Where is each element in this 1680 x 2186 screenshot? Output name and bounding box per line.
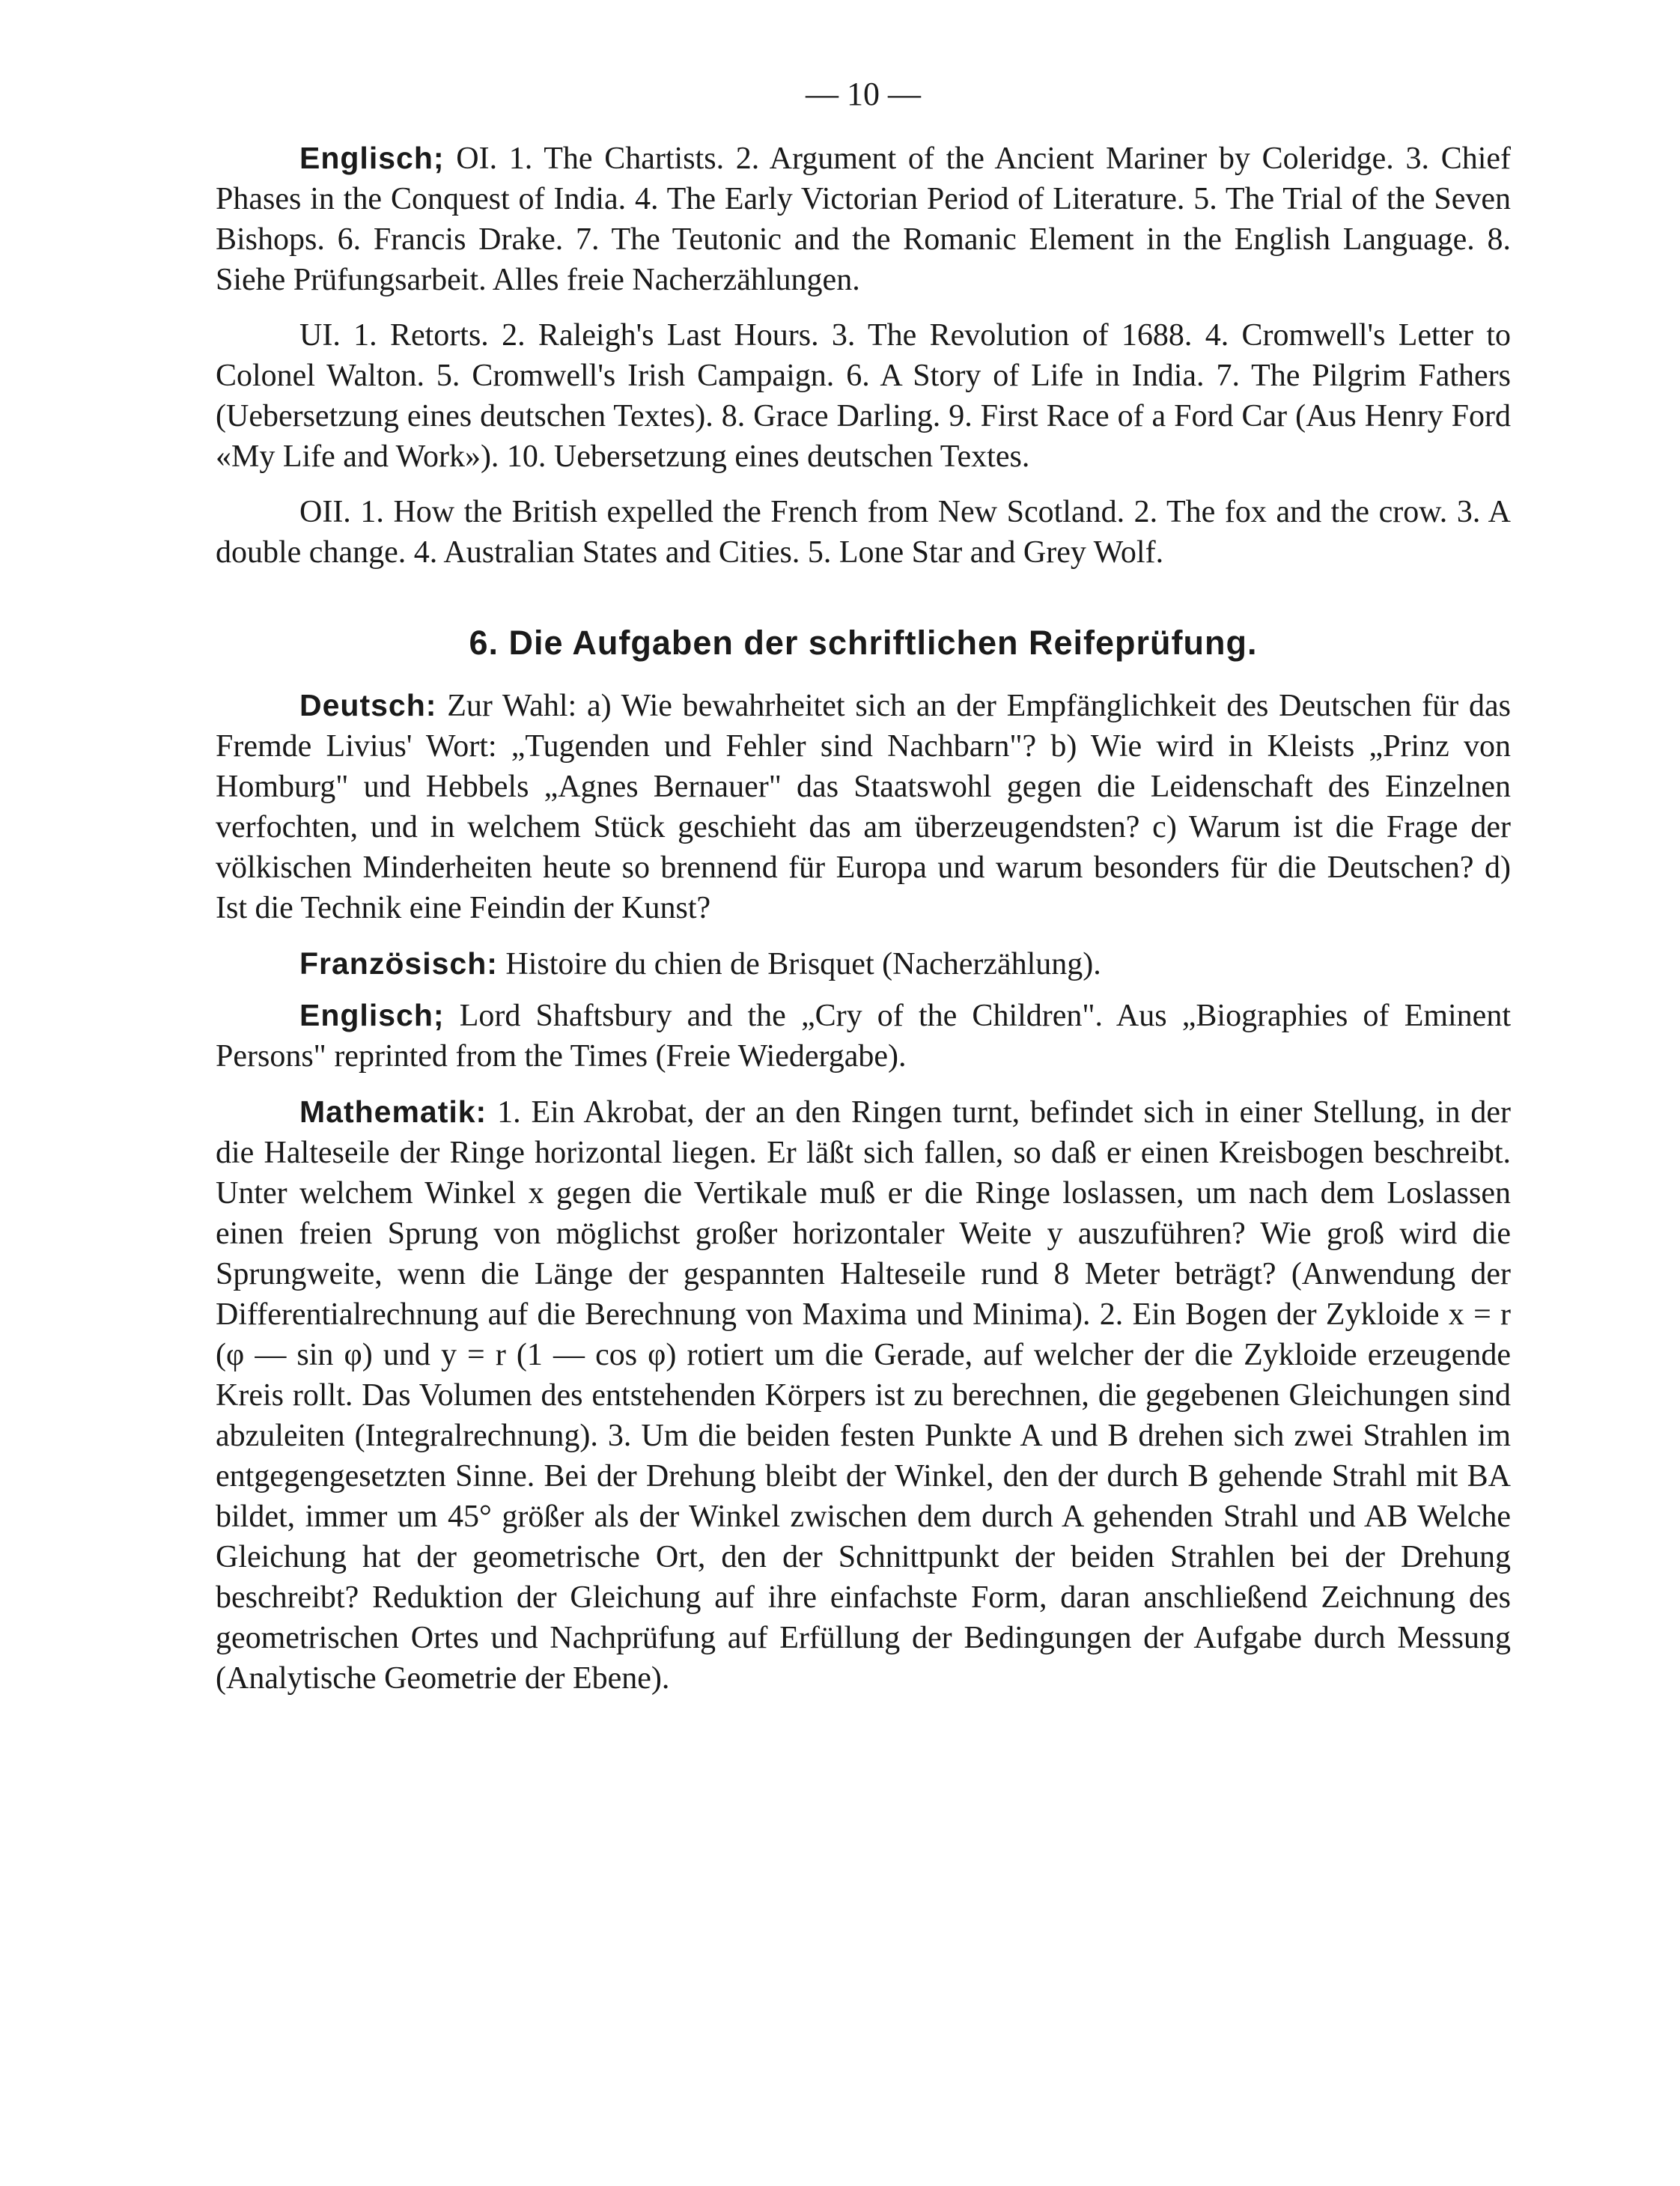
franzoesisch-text: Histoire du chien de Brisquet (Nacherzählung). [505, 947, 1101, 981]
englisch-exam-text: Lord Shaftsbury and the „Cry of the Children". Aus „Biographies of Eminent Persons" reprinted from the Times (Freie Wiedergabe). [216, 999, 1511, 1074]
section-heading: 6. Die Aufgaben der schriftlichen Reifeprüfung. [469, 624, 1258, 662]
page-number: — 10 — [806, 76, 921, 112]
deutsch-heading: Deutsch: [299, 688, 437, 722]
deutsch-text: Zur Wahl: a) Wie bewahrheitet sich an der Empfänglichkeit des Deutschen für das Fremde Livius' Wort: „Tugenden und Fehler sind Nachbarn"? b) Wie wird in Kleists „Prinz von Homburg" und Hebbels „Agnes Bernauer" das Staatswohl gegen die Leidenschaft des Einzelnen verfochten, und in welchem Stück geschieht das am überzeugendsten? c) Warum ist die Frage der völkischen Minderheiten heute so brennend für Europa und warum besonders für die Deutschen? d) Ist die Technik eine Feindin der Kunst? [216, 689, 1511, 925]
franzoesisch-heading: Französisch: [299, 946, 498, 981]
mathematik-paragraph [216, 1092, 1511, 1699]
mathematik-heading: Mathematik: [299, 1094, 487, 1129]
english-oi-paragraph [216, 138, 1511, 300]
englisch-exam-paragraph [216, 995, 1511, 1077]
english-oi-text: OI. 1. The Chartists. 2. Argument of the Ancient Mariner by Coleridge. 3. Chief Phases in the Conquest of India. 4. The Early Victorian Period of Literature. 5. The Trial of the Seven Bishops. 6. Francis Drake. 7. The Teutonic and the Romanic Element in the English Language. 8. Siehe Prüfungsarbeit. Alles freie Nacherzählungen. [216, 141, 1512, 297]
franzoesisch-paragraph [216, 943, 1511, 984]
english-oii-paragraph: OII. 1. How the British expelled the French from New Scotland. 2. The fox and the crow. 3. A double change. 4. Australian States and Cities. 5. Lone Star and Grey Wolf. [216, 495, 1511, 570]
english-ui-paragraph: UI. 1. Retorts. 2. Raleigh's Last Hours. 3. The Revolution of 1688. 4. Cromwell's Letter to Colonel Walton. 5. Cromwell's Irish Campaign. 6. A Story of Life in India. 7. The Pilgrim Fathers (Uebersetzung eines deutschen Textes). 8. Grace Darling. 9. First Race of a Ford Car (Aus Henry Ford «My Life and Work»). 10. Uebersetzung eines deutschen Textes. [216, 318, 1511, 474]
englisch-exam-heading: Englisch; [299, 998, 445, 1032]
deutsch-paragraph [216, 685, 1511, 928]
document-page [216, 72, 1511, 1714]
english-heading: Englisch; [299, 141, 445, 175]
mathematik-text: 1. Ein Akrobat, der an den Ringen turnt, befindet sich in einer Stellung, in der die Halteseile der Ringe horizontal liegen. Er läßt sich fallen, so daß er einen Kreisbogen beschreibt. Unter welchem Winkel x gegen die Vertikale muß er die Ringe loslassen, um nach dem Loslassen einen freien Sprung von möglichst großer horizontaler Weite y auszuführen? Wie groß wird die Sprungweite, wenn die Länge der gespannten Halteseile rund 8 Meter beträgt? (Anwendung der Differentialrechnung auf die Berechnung von Maxima und Minima). 2. Ein Bogen der Zykloide x = r (φ — sin φ) und y = r (1 — cos φ) rotiert um die Gerade, auf welcher der die Zykloide erzeugende Kreis rollt. Das Volumen des entstehenden Körpers ist zu berechnen, die gegebenen Gleichungen sind abzuleiten (Integralrechnung). 3. Um die beiden festen Punkte A und B drehen sich zwei Strahlen im entgegengesetzten Sinne. Bei der Drehung bleibt der Winkel, den der durch B gehende Strahl mit BA bildet, immer um 45° größer als der Winkel zwischen dem durch A gehenden Strahl und AB Welche Gleichung hat der geometrische Ort, den der Schnittpunkt der beiden Strahlen bei der Drehung beschreibt? Reduktion der Gleichung auf ihre einfachste Form, daran anschließend Zeichnung des geometrischen Ortes und Nachprüfung auf Erfüllung der Bedingungen der Aufgabe durch Messung (Analytische Geometrie der Ebene). [216, 1095, 1512, 1696]
